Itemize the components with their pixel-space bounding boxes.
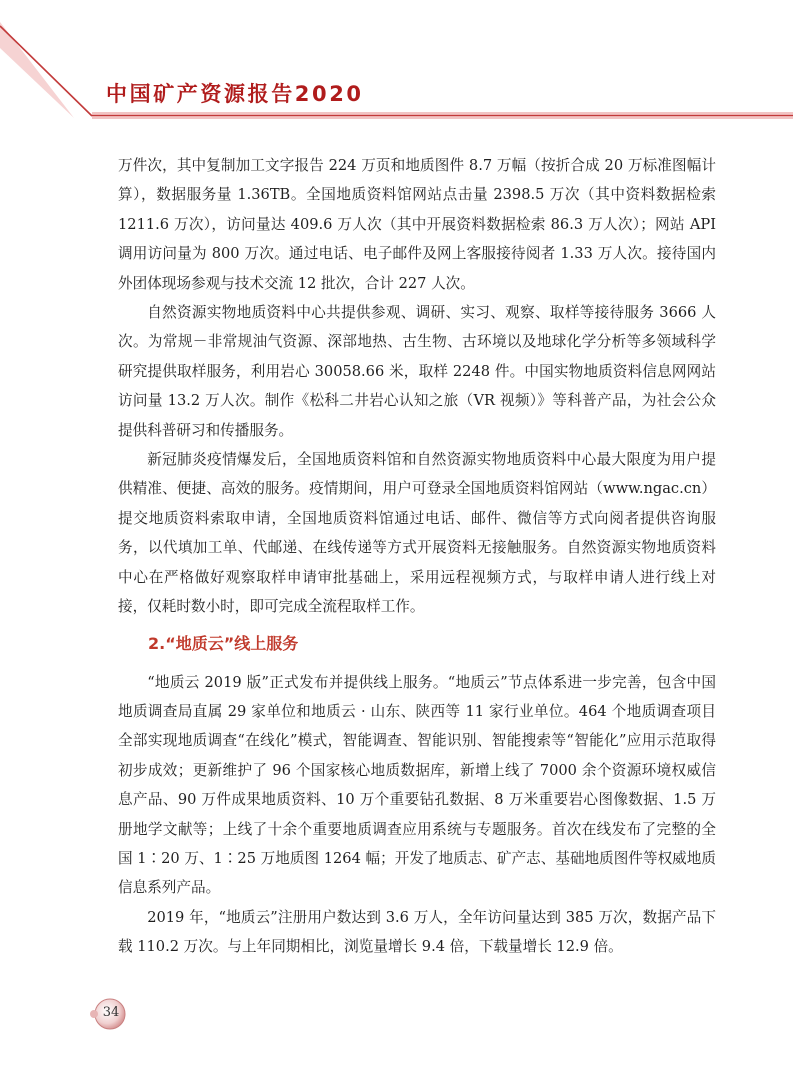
page-body	[118, 151, 716, 962]
paragraph-geocloud-release: “地质云 2019 版”正式发布并提供线上服务。“地质云”节点体系进一步完善，包含中国地质调查局直属 29 家单位和地质云 · 山东、陕西等 11 家行业单位。464 个地质调查项目全部实现地质调查“在线化”模式，智能调查、智能识别、智能搜索等“智能化”应用示范取得初步成效；更新维护了 96 个国家核心地质数据库，新增上线了 7000 余个资源环境权威信息产品、90 万件成果地质资料、10 万个重要钻孔数据、8 万米重要岩心图像数据、1.5 万册地学文献等；上线了十余个重要地质调查应用系统与专题服务。首次在线发布了完整的全国 1∶20 万、1∶25 万地质图 1264 幅；开发了地质志、矿产志、基础地质图件等权威地质信息系列产品。	[118, 673, 716, 897]
report-title: 中国矿产资源报告2020	[106, 82, 364, 106]
corner-diagonal-line	[0, 26, 92, 116]
paragraph-geocloud-stats: 2019 年，“地质云”注册用户数达到 3.6 万人，全年访问量达到 385 万次，数据产品下载 110.2 万次。与上年同期相比，浏览量增长 9.4 倍，下载量增长 12.9 倍。	[118, 908, 716, 956]
page-number: 34	[102, 1005, 120, 1020]
paragraph-sample-center: 自然资源实物地质资料中心共提供参观、调研、实习、观察、取样等接待服务 3666 人次。为常规－非常规油气资源、深部地热、古生物、古环境以及地球化学分析等多领域科学研究提供取样服务，利用岩心 30058.66 米，取样 2248 件。中国实物地质资料信息网网站访问量 13.2 万人次。制作《松科二井岩心认知之旅（VR 视频）》等科普产品，为社会公众提供科普研习和传播服务。	[118, 304, 716, 439]
header-decoration	[0, 0, 793, 130]
section-heading: 2.“地质云”线上服务	[148, 633, 299, 653]
paragraph-covid-service: 新冠肺炎疫情爆发后，全国地质资料馆和自然资源实物地质资料中心最大限度为用户提供精准、便捷、高效的服务。疫情期间，用户可登录全国地质资料馆网站（www.ngac.cn）提交地质资料索取申请，全国地质资料馆通过电话、邮件、微信等方式向阅者提供咨询服务，以代填加工单、代邮递、在线传递等方式开展资料无接触服务。自然资源实物地质资料中心在严格做好观察取样申请审批基础上，采用远程视频方式，与取样申请人进行线上对接，仅耗时数小时，即可完成全流程取样工作。	[118, 451, 716, 616]
paragraph-continued: 万件次，其中复制加工文字报告 224 万页和地质图件 8.7 万幅（按折合成 20 万标准图幅计算），数据服务量 1.36TB。全国地质资料馆网站点击量 2398.5 万次（其中资料数据检索 1211.6 万次），访问量达 409.6 万人次（其中开展资料数据检索 86.3 万人次）；网站 API 调用访问量为 800 万次。通过电话、电子邮件及网上客服接待阅者 1.33 万人次。接待国内外团体现场参观与技术交流 12 批次，合计 227 人次。	[118, 157, 716, 292]
